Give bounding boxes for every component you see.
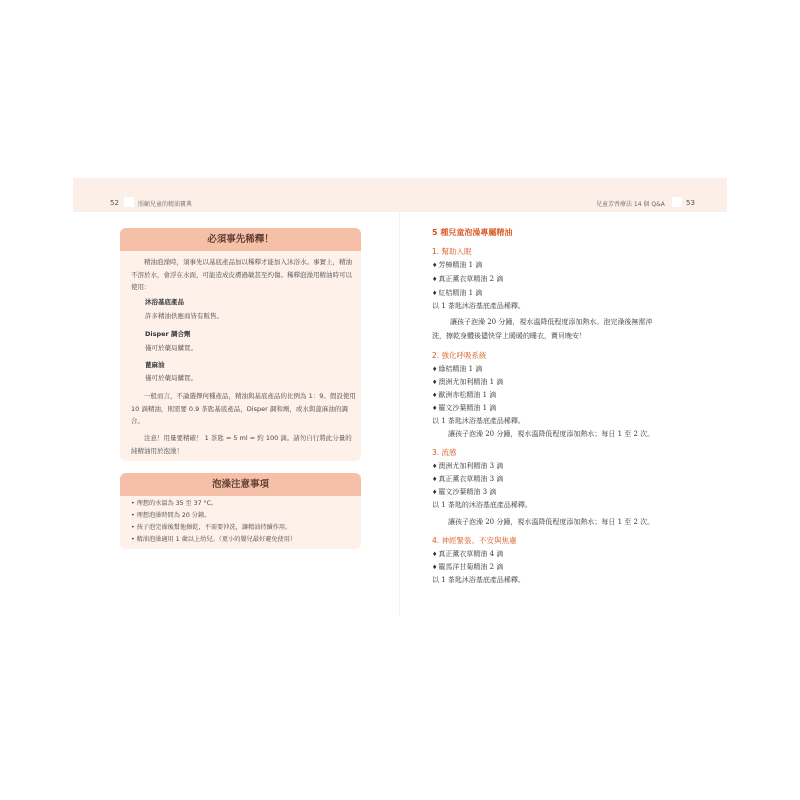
base-item-name: 蓖麻油 <box>145 361 165 369</box>
recipe-ingredient: ♦ 真正薰衣草精油 4 滴 <box>432 549 503 559</box>
dilution-ratio-paragraph: 一般而言，不論選擇何種產品，精油與基底產品的比例為 1：9。假設使用 10 滴精油，則需要 0.9 茶匙基底產品，Disper 調和劑，或水與蓖麻油的調合。 <box>131 392 356 425</box>
bath-tip-item: • 理想泡澡時間為 20 分鐘。 <box>131 512 211 519</box>
book-spine <box>399 212 400 616</box>
recipe-ingredient: ♦ 紅桔精油 1 滴 <box>432 288 482 298</box>
right-tab-marker <box>672 197 682 207</box>
base-item-name: 沐浴基底產品 <box>145 298 184 306</box>
recipe-dilution: 以 1 茶匙沐浴基底產品稀釋。 <box>432 302 525 310</box>
recipe-instructions: 讓孩子泡澡 20 分鐘，視水溫降低程度添加熱水。泡完澡後無需沖洗，擦乾身體後儘快穿上暖暖的睡衣，寶貝晚安！ <box>432 318 653 340</box>
right-page-number: 53 <box>686 199 695 207</box>
bath-tip-item: • 孩子泡完澡後幫他擦乾，不需要沖洗，讓精油持續作用。 <box>131 524 292 531</box>
recipe-title: 3. 流感 <box>432 448 457 457</box>
dilution-box-title: 必須事先稀釋！ <box>120 228 361 251</box>
recipe-ingredient: ♦ 綠桔精油 1 滴 <box>432 364 482 374</box>
recipe-ingredient: ♦ 芳樟精油 1 滴 <box>432 260 482 270</box>
recipe-dilution: 以 1 茶匙沐浴基底產品稀釋。 <box>432 417 525 425</box>
bath-tip-item: • 精油泡澡適用 1 歲以上幼兒。（更小的嬰兒最好避免使用） <box>131 536 297 543</box>
left-tab-marker <box>124 197 134 207</box>
recipe-ingredient: ♦ 歐洲赤松精油 1 滴 <box>432 390 496 400</box>
recipe-ingredient: ♦ 澳洲尤加利精油 3 滴 <box>432 461 503 471</box>
dilution-intro: 精油泡澡時，須事先以基底產品加以稀釋才能加入沐浴水。事實上，精油不溶於水，會浮在水面，可能造成皮膚過敏甚至灼傷。稀釋泡澡用精油時可以使用： <box>131 258 352 291</box>
recipe-ingredient: ♦ 羅文沙葉精油 3 滴 <box>432 487 496 497</box>
left-running-title: 照顧兒童的精油寶典 <box>138 201 193 208</box>
bath-tip-item: • 理想的水溫為 35 至 37 °C。 <box>131 500 218 507</box>
recipe-ingredient: ♦ 澳洲尤加利精油 1 滴 <box>432 377 503 387</box>
recipe-dilution: 以 1 茶匙的沐浴基底產品稀釋。 <box>432 501 532 509</box>
base-item-desc: 許多精油供應商皆有販售。 <box>145 312 223 320</box>
recipes-title: 5 種兒童泡澡專屬精油 <box>432 228 513 237</box>
right-running-title: 兒童芳香療法 14 個 Q&A <box>596 201 665 208</box>
recipe-title: 4. 神經緊張、不安與焦慮 <box>432 536 517 545</box>
recipe-ingredient: ♦ 羅文沙葉精油 1 滴 <box>432 403 496 413</box>
base-item-desc: 僅可於藥局購買。 <box>145 344 197 352</box>
dilution-warning: 注意！用量要精確！ 1 茶匙 = 5 ml = 約 100 滴。請勿自行將此分量的純精油用於泡澡！ <box>131 434 352 455</box>
recipe-ingredient: ♦ 真正薰衣草精油 2 滴 <box>432 274 503 284</box>
bath-tips-title: 泡澡注意事項 <box>120 473 361 496</box>
recipe-dilution: 以 1 茶匙沐浴基底產品稀釋。 <box>432 576 525 584</box>
base-item-name: Disper 調合劑 <box>145 330 191 338</box>
recipe-title: 1. 幫助入眠 <box>432 247 472 256</box>
recipe-ingredient: ♦ 真正薰衣草精油 3 滴 <box>432 474 503 484</box>
recipe-instructions: 讓孩子泡澡 20 分鐘，視水溫降低程度添加熱水；每日 1 至 2 次。 <box>448 430 655 438</box>
left-page-number: 52 <box>110 199 119 207</box>
recipe-ingredient: ♦ 羅馬洋甘菊精油 2 滴 <box>432 562 503 572</box>
base-item-desc: 僅可於藥局購買。 <box>145 374 197 382</box>
recipe-instructions: 讓孩子泡澡 20 分鐘，視水溫降低程度添加熱水；每日 1 至 2 次。 <box>448 518 655 526</box>
recipe-title: 2. 強化呼吸系統 <box>432 351 487 360</box>
